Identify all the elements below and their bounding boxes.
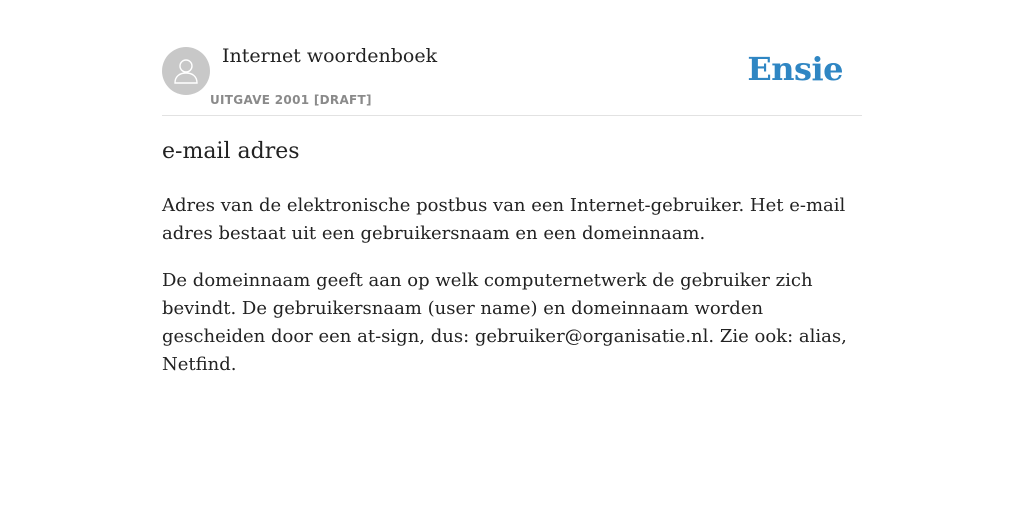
definition-paragraph-2 [162,267,862,379]
user-icon [171,56,201,86]
see-also-link-alias[interactable]: alias [798,326,842,347]
header [162,0,862,116]
entry-title: e-mail adres [162,139,300,164]
see-also-link-netfind[interactable]: Netfind [162,354,231,375]
dictionary-title[interactable]: Internet woordenboek [222,45,438,67]
edition-label: UITGAVE 2001 [DRAFT] [210,93,372,107]
see-also-separator: , [841,326,847,347]
definition-paragraph: Adres van de elektronische postbus van een Internet-gebruiker. Het e-mail adres bestaat uit een gebruikersnaam en een domeinnaam. [162,195,846,244]
paragraph-end: . [230,354,237,375]
avatar[interactable] [162,47,210,95]
page [162,0,862,375]
paragraph-text: De domeinnaam geeft aan op welk computernetwerk de gebruiker zich bevindt. De gebruikersnaam (user name) en domeinnaam worden gescheiden door een at-sign, dus: gebruiker@organisatie.nl. Zie ook: [162,270,813,347]
brand-logo[interactable]: Ensie [747,50,843,88]
